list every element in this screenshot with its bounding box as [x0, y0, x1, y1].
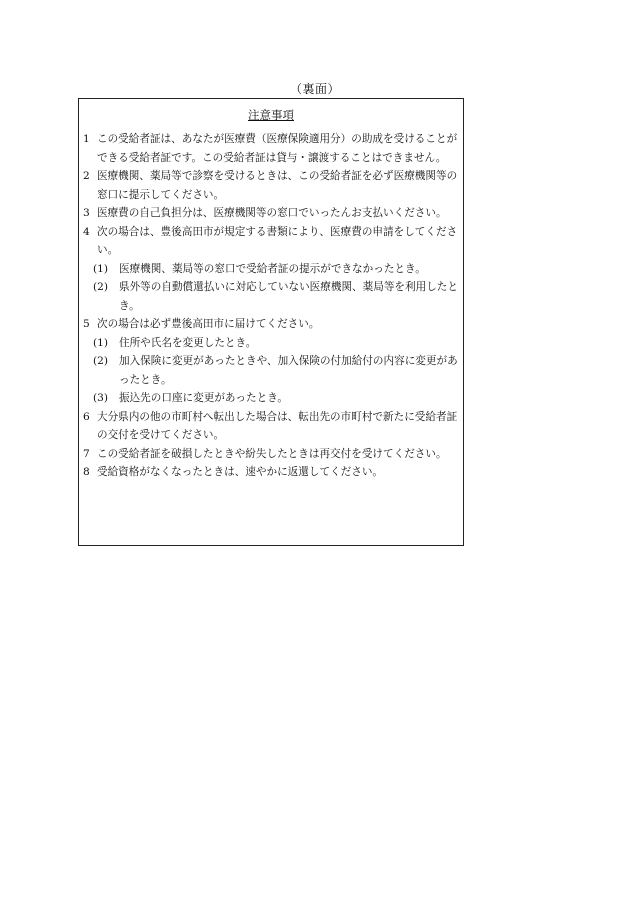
note-number: 3 [83, 207, 90, 219]
notes-title: 注意事項 [248, 108, 294, 122]
note-text: 次の場合は、豊後高田市が規定する書類により、医療費の申請をしてください。 [97, 225, 458, 256]
sub-note-text: 医療機関、薬局等の窓口で受給者証の提示ができなかったとき。 [119, 262, 426, 275]
sub-note-item [93, 260, 459, 279]
note-number: 7 [83, 447, 90, 460]
sub-note-number: (1) [93, 262, 109, 275]
note-text: 医療機関、薬局等で診察を受けるときは、この受給者証を必ず医療機関等の窓口に提示してください。 [97, 170, 458, 201]
sub-note-number: (2) [93, 281, 109, 293]
sub-note-text: 住所や氏名を変更したとき。 [119, 336, 257, 349]
sub-note-text: 振込先の口座に変更があったとき。 [119, 392, 288, 404]
sub-note-number: (3) [93, 392, 109, 404]
note-text: 大分県内の他の市町村へ転出した場合は、転出先の市町村で新たに受給者証の交付を受けてください。 [97, 410, 458, 441]
note-item-4-subitems [83, 260, 459, 316]
sub-note-item [93, 389, 459, 408]
sub-note-item [93, 278, 459, 315]
note-item-8 [83, 463, 459, 482]
note-text: この受給者証を破損したときや紛失したときは再交付を受けてください。 [97, 447, 447, 460]
note-item-7 [83, 445, 459, 464]
note-text: この受給者証は、あなたが医療費（医療保険適用分）の助成を受けることができる受給者証です。この受給者証は貸与・譲渡することはできません。 [97, 133, 458, 164]
page-heading: （裏面） [289, 82, 340, 96]
note-number: 8 [83, 466, 90, 478]
note-item-6 [83, 408, 459, 445]
sub-note-number: (1) [93, 336, 109, 349]
note-number: 4 [83, 225, 90, 238]
sub-note-text: 加入保険に変更があったときや、加入保険の付加給付の内容に変更があったとき。 [119, 355, 458, 386]
notes-box [78, 98, 464, 546]
note-number: 2 [83, 170, 90, 182]
note-item-1 [83, 130, 459, 167]
sub-note-number: (2) [93, 355, 109, 367]
sub-note-text: 県外等の自動償還払いに対応していない医療機関、薬局等を利用したとき。 [119, 281, 458, 312]
note-number: 1 [83, 133, 90, 145]
notes-list [83, 130, 459, 482]
sub-note-item [93, 334, 459, 353]
note-item-5 [83, 315, 459, 334]
note-text: 医療費の自己負担分は、医療機関等の窓口でいったんお支払いください。 [97, 207, 447, 219]
note-item-5-subitems [83, 334, 459, 408]
note-item-2 [83, 167, 459, 204]
sub-note-item [93, 352, 459, 389]
note-text: 受給資格がなくなったときは、速やかに返還してください。 [97, 466, 384, 478]
note-item-3 [83, 204, 459, 223]
note-item-4 [83, 223, 459, 260]
note-number: 5 [83, 318, 90, 330]
note-number: 6 [83, 410, 90, 423]
note-text: 次の場合は必ず豊後高田市に届けてください。 [97, 318, 320, 330]
